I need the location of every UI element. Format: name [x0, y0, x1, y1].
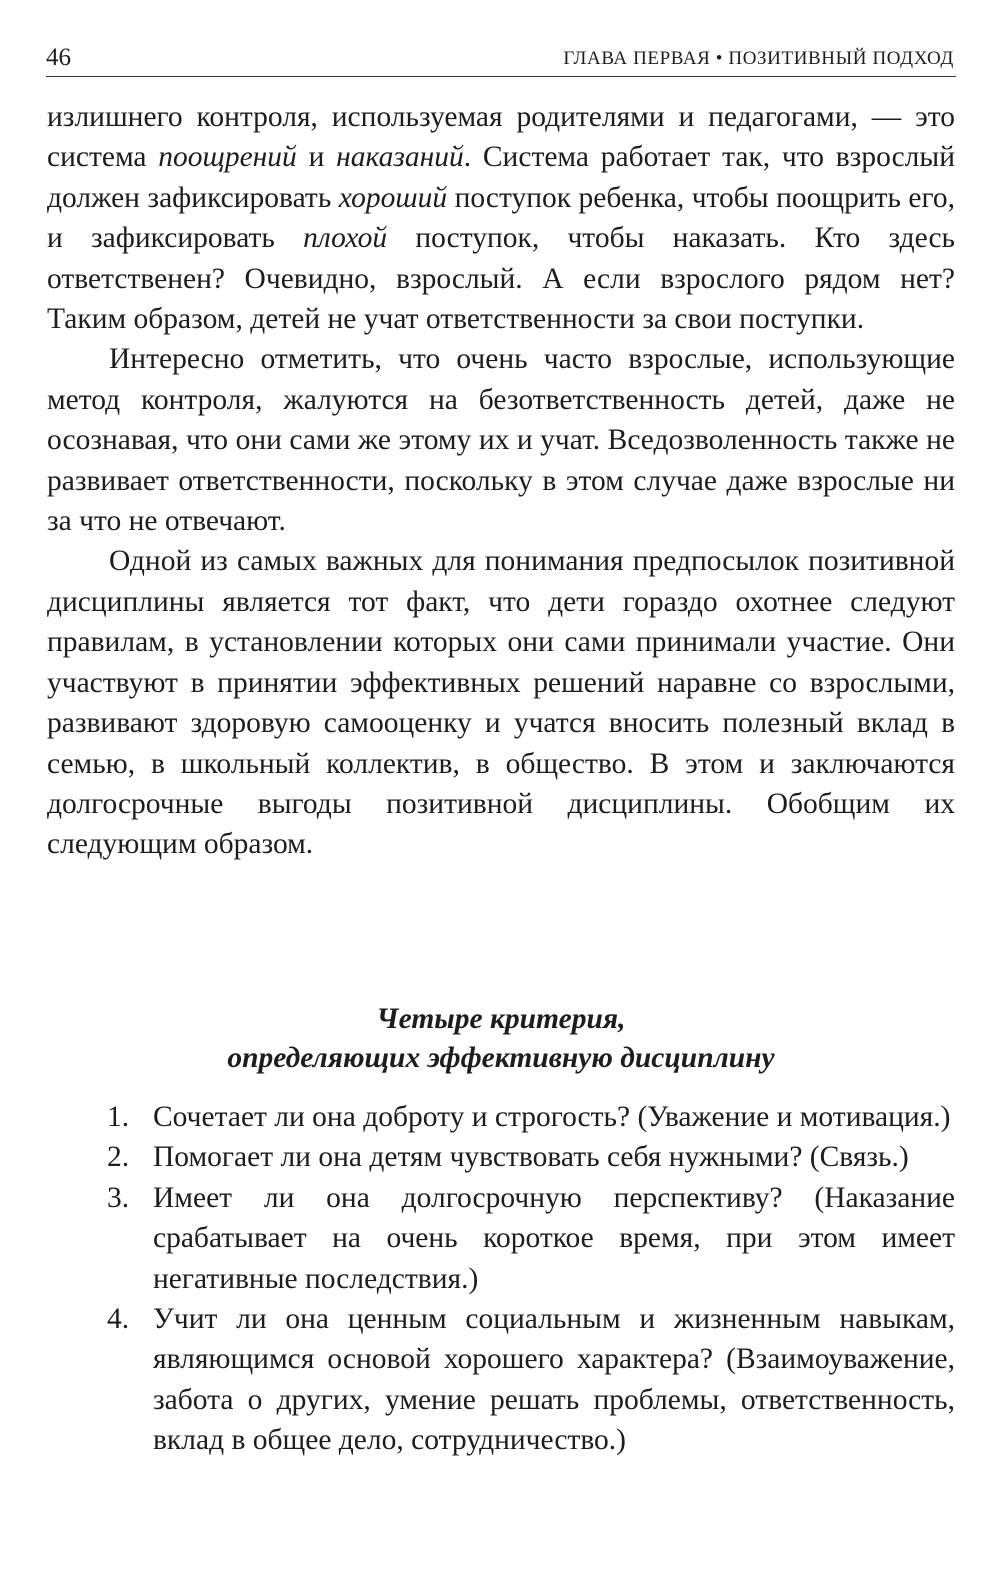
criteria-list — [47, 1097, 955, 1461]
text-segment: поступок ребенка, чтобы поощрить его, и зафиксировать — [47, 181, 955, 255]
list-item-number: 4. — [107, 1303, 130, 1336]
paragraph-3 — [47, 541, 955, 864]
list-item — [47, 1097, 955, 1137]
section-heading — [47, 1000, 955, 1078]
list-item-text: Помогает ли она детям чувствовать себя нужными? (Связь.) — [153, 1141, 909, 1174]
list-item-number: 3. — [107, 1181, 130, 1214]
paragraph-2 — [47, 339, 955, 541]
running-head: ГЛАВА ПЕРВАЯ • ПОЗИТИВНЫЙ ПОДХОД — [563, 48, 954, 69]
text-segment: . Система работает так, что взрослый должен зафиксировать — [47, 141, 955, 214]
page-number: 46 — [46, 44, 71, 71]
list-item-number: 2. — [107, 1141, 130, 1174]
italic-term: поощрений — [158, 141, 297, 174]
list-item — [47, 1178, 955, 1299]
list-item — [47, 1299, 955, 1461]
section-title-line-1: Четыре критерия, — [376, 1003, 626, 1035]
text-segment: и — [296, 141, 337, 174]
text-segment: Интересно отметить, что очень часто взрослые, использующие метод контроля, жалуются на безответственность детей, даже не осознавая, что они сами же этому их и учат. Вседозволенность также не развивает ответственности, поскольку в этом случае даже взрослые ни за что не отвечают. — [47, 343, 955, 538]
italic-term: наказаний — [336, 141, 464, 174]
italic-term: плохой — [303, 222, 388, 255]
paragraph-1 — [47, 97, 955, 339]
text-segment: Одной из самых важных для понимания предпосылок позитивной дисциплины является тот факт, что дети гораздо охотнее следуют правилам, в установлении которых они сами принимали участие. Они участвуют в принятии эффективных решений наравне со взрослыми, развивают здоровую самооценку и учатся вносить полезный вклад в семью, в школьный коллектив, в общество. В этом и заключаются долгосрочные выгоды позитивной дисциплины. Обобщим их следующим образом. — [47, 545, 955, 861]
page-header — [46, 42, 956, 77]
list-item-text: Имеет ли она долгосрочную перспективу? (Наказание срабатывает на очень короткое время, при этом имеет негативные последствия.) — [153, 1181, 955, 1295]
text-segment: поступок, чтобы наказать. Кто здесь ответственен? Очевидно, взрослый. А если взрослого рядом нет? Таким образом, детей не учат ответственности за свои поступки. — [47, 222, 955, 336]
text-segment: излишнего контроля, используемая родителями и педагогами, — это система — [47, 101, 955, 174]
section-title-line-2: определяющих эффективную дисциплину — [227, 1042, 775, 1074]
body-text — [47, 97, 955, 865]
list-item — [47, 1137, 955, 1177]
italic-term: хороший — [338, 181, 448, 214]
list-item-text: Учит ли она ценным социальным и жизненным навыкам, являющимся основой хорошего характера? (Взаимоуважение, забота о других, умение решать проблемы, ответственность, вклад в общее дело, сотрудничество.) — [153, 1303, 955, 1457]
list-item-text: Сочетает ли она доброту и строгость? (Уважение и мотивация.) — [153, 1101, 951, 1133]
list-item-number: 1. — [107, 1101, 130, 1133]
